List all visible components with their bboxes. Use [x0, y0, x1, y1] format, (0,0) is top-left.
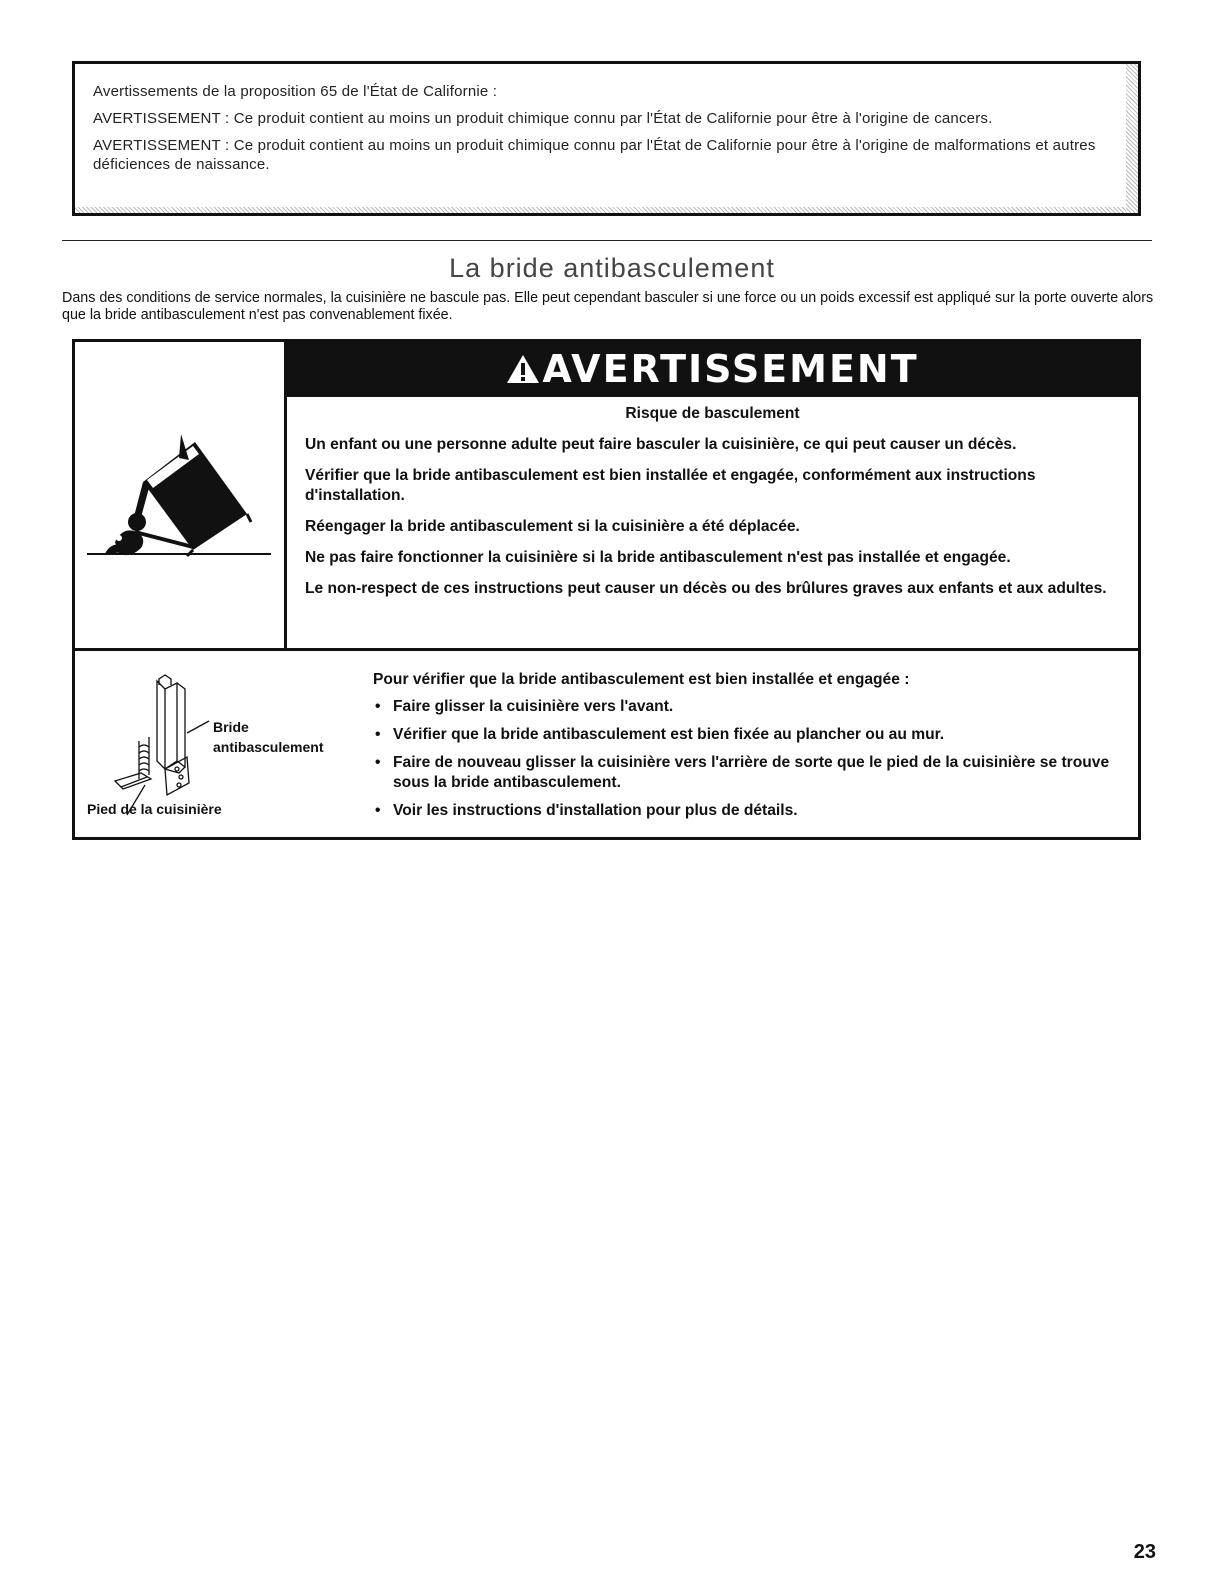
prop65-warning-box: [72, 61, 1141, 216]
verify-instructions: [373, 670, 1126, 829]
tip-over-illustration: [75, 342, 287, 648]
verify-lead: Pour vérifier que la bride antibasculement est bien installée et engagée :: [373, 671, 910, 688]
warning-triangle-icon: [506, 344, 540, 399]
verify-list-item: • Faire glisser la cuisinière vers l'avant.: [373, 697, 1126, 717]
section-divider: [62, 240, 1152, 241]
bracket-label-line1: Bride: [213, 719, 249, 735]
warning-paragraph: Vérifier que la bride antibasculement est bien installée et engagée, conformément aux instructions d'installation.: [305, 467, 1036, 504]
box-shadow-hatch: [75, 207, 1138, 213]
warning-header: [287, 342, 1138, 397]
section-title: La bride antibasculement: [449, 253, 775, 283]
bracket-label-line2: antibasculement: [213, 739, 324, 755]
warning-paragraph: Ne pas faire fonctionner la cuisinière si la bride antibasculement n'est pas installée et engagée.: [305, 549, 1011, 566]
warning-paragraph: Réengager la bride antibasculement si la cuisinière a été déplacée.: [305, 518, 800, 535]
anti-tip-bracket-illustration: [75, 651, 365, 837]
warning-header-text: AVERTISSEMENT: [542, 347, 919, 391]
warning-paragraph: Le non-respect de ces instructions peut causer un décès ou des brûlures graves aux enfants et aux adultes.: [305, 580, 1107, 597]
warning-body: [305, 404, 1120, 610]
anti-tip-warning-box: [72, 339, 1141, 840]
prop65-warning-cancer: AVERTISSEMENT : Ce produit contient au moins un produit chimique connu par l'État de Californie pour être à l'origine de cancers.: [93, 110, 993, 127]
prop65-warning-birth-defects: AVERTISSEMENT : Ce produit contient au moins un produit chimique connu par l'État de Californie pour être à l'origine de malformations et autres déficiences de naissance.: [93, 137, 1096, 173]
section-intro: Dans des conditions de service normales, la cuisinière ne bascule pas. Elle peut cependant basculer si une force ou un poids excessif est appliqué sur la porte ouverte alors que la bride antibasculement n'est pas convenablement fixée.: [62, 290, 1154, 323]
verify-list: [373, 697, 1126, 821]
prop65-heading: Avertissements de la proposition 65 de l'État de Californie :: [93, 83, 498, 100]
warning-paragraph: Un enfant ou une personne adulte peut faire basculer la cuisinière, ce qui peut causer un décès.: [305, 436, 1017, 453]
risk-title: Risque de basculement: [625, 405, 800, 422]
warning-top-panel: [75, 342, 1138, 651]
foot-label: Pied de la cuisinière: [87, 801, 222, 817]
verify-list-item: • Faire de nouveau glisser la cuisinière vers l'arrière de sorte que le pied de la cuisinière se trouve sous la bride antibasculement.: [373, 753, 1126, 793]
page-number: 23: [1133, 1541, 1156, 1563]
verify-list-item: • Vérifier que la bride antibasculement est bien fixée au plancher ou au mur.: [373, 725, 1126, 745]
verify-list-item: • Voir les instructions d'installation pour plus de détails.: [373, 801, 1126, 821]
child-tipping-range-icon: [75, 342, 284, 648]
